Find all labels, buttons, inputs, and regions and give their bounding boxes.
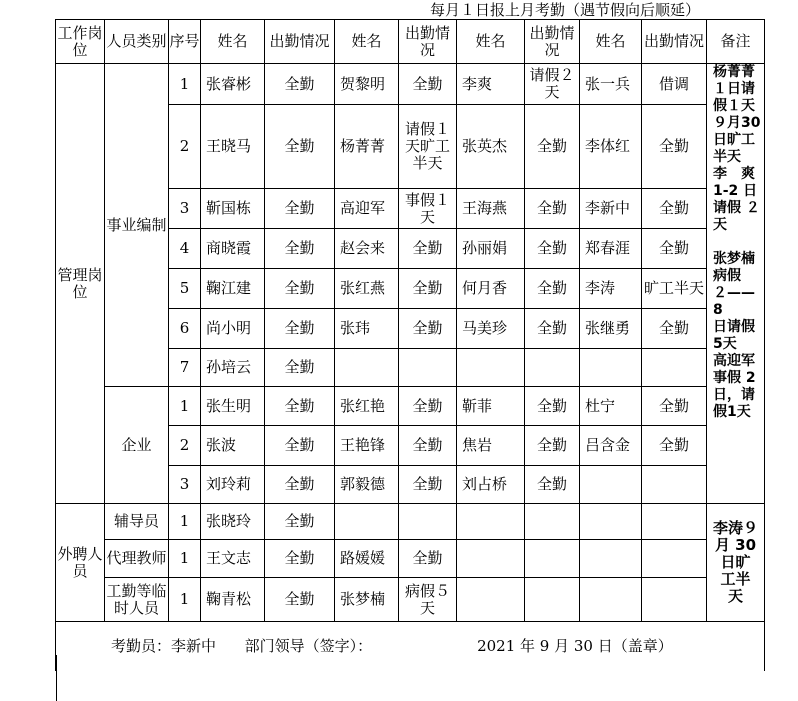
name-cell: 王文志 (201, 540, 265, 578)
attendance-cell (642, 504, 707, 540)
name-cell: 杨菁菁 (335, 105, 399, 189)
name-cell: 李涛 (580, 269, 642, 309)
attendance-cell (399, 504, 457, 540)
name-cell: 鞠江建 (201, 269, 265, 309)
seq-cell: 2 (169, 105, 201, 189)
name-cell (580, 349, 642, 387)
attendance-cell: 全勤 (399, 229, 457, 269)
attendance-cell: 全勤 (642, 309, 707, 349)
remark-line: 日，请 (713, 387, 755, 403)
name-cell (457, 578, 525, 622)
clerk-label: 考勤员： (111, 636, 172, 655)
signature-space (372, 637, 477, 655)
name-cell: 李爽 (457, 64, 525, 105)
seq-cell: 5 (169, 269, 201, 309)
date-stamp: 2021 年 9 月 30 日（盖章） (477, 636, 673, 655)
clerk-name: 李新中 (171, 636, 217, 655)
attendance-cell: 全勤 (265, 540, 335, 578)
header-name: 姓名 (580, 20, 642, 64)
name-cell (580, 466, 642, 504)
attendance-cell: 全勤 (265, 387, 335, 426)
seq-cell: 6 (169, 309, 201, 349)
table-row (56, 64, 765, 105)
attendance-cell: 全勤 (265, 578, 335, 622)
attendance-cell (642, 540, 707, 578)
remark-line: 月 30 (714, 536, 757, 554)
header-attendance: 出勤情况 (265, 20, 335, 64)
seq-cell: 1 (169, 64, 201, 105)
name-cell (457, 540, 525, 578)
remark-line (713, 234, 762, 251)
group-enterprise: 企业 (105, 387, 169, 504)
name-cell: 张晓玲 (201, 504, 265, 540)
remark-line: 李 爽 (713, 166, 755, 182)
seq-cell: 2 (169, 426, 201, 466)
attendance-cell: 病假５天 (399, 578, 457, 622)
attendance-cell: 全勤 (399, 466, 457, 504)
attendance-cell: 全勤 (265, 189, 335, 229)
attendance-cell: 全勤 (525, 466, 580, 504)
name-cell: 张玮 (335, 309, 399, 349)
attendance-cell: 全勤 (265, 229, 335, 269)
remark-line: 高迎军 (713, 353, 755, 369)
remark-line: 请假 ２ (713, 200, 760, 216)
remark-line: ９月30 (713, 115, 761, 131)
remark-line: 日旷工 (713, 132, 755, 148)
attendance-cell: 全勤 (399, 540, 457, 578)
attendance-cell: 借调 (642, 64, 707, 105)
name-cell: 杜宁 (580, 387, 642, 426)
attendance-cell: 全勤 (265, 466, 335, 504)
leader-signature-label: 部门领导（签字）： (244, 636, 373, 655)
name-cell: 张生明 (201, 387, 265, 426)
attendance-cell: 全勤 (642, 105, 707, 189)
attendance-cell (525, 578, 580, 622)
name-cell: 商晓霞 (201, 229, 265, 269)
remark-line: 假1天 (713, 404, 751, 420)
attendance-cell (642, 466, 707, 504)
table-row (56, 387, 765, 426)
remark-line: 日旷 (720, 553, 751, 571)
name-cell: 赵会来 (335, 229, 399, 269)
remark-line: 半天 (713, 149, 741, 165)
group-acting-teacher: 代理教师 (105, 540, 169, 578)
footer-row (56, 622, 765, 671)
name-cell: 孙丽娟 (457, 229, 525, 269)
attendance-cell: 全勤 (265, 426, 335, 466)
seq-cell: 7 (169, 349, 201, 387)
header-attendance: 出勤情况 (525, 20, 580, 64)
attendance-cell: 全勤 (642, 229, 707, 269)
remark-line: 天 (727, 587, 743, 605)
name-cell: 王海燕 (457, 189, 525, 229)
attendance-cell: 全勤 (265, 105, 335, 189)
attendance-cell: 全勤 (265, 309, 335, 349)
name-cell: 吕含金 (580, 426, 642, 466)
remark-line: 李涛９ (712, 519, 758, 537)
attendance-cell: 全勤 (525, 105, 580, 189)
attendance-cell: 全勤 (525, 189, 580, 229)
group-temp-worker: 工勤等临时人员 (105, 578, 169, 622)
name-cell (580, 504, 642, 540)
name-cell: 何月香 (457, 269, 525, 309)
table-row (56, 504, 765, 540)
seq-cell: 3 (169, 466, 201, 504)
attendance-cell: 全勤 (399, 269, 457, 309)
attendance-cell: 全勤 (265, 269, 335, 309)
name-cell: 路媛媛 (335, 540, 399, 578)
attendance-cell: 全勤 (265, 64, 335, 105)
name-cell: 张红燕 (335, 269, 399, 309)
attendance-cell: 全勤 (399, 387, 457, 426)
table-row (56, 540, 765, 578)
name-cell (457, 349, 525, 387)
name-cell: 郑春涯 (580, 229, 642, 269)
name-cell: 孙培云 (201, 349, 265, 387)
remark-line: 假１天 (713, 98, 755, 114)
name-cell: 张波 (201, 426, 265, 466)
name-cell: 张红艳 (335, 387, 399, 426)
name-cell: 李体红 (580, 105, 642, 189)
header-attendance: 出勤情况 (399, 20, 457, 64)
remark-line: 1-2 日 (713, 183, 758, 199)
attendance-cell: 请假１天旷工半天 (399, 105, 457, 189)
name-cell (457, 504, 525, 540)
table-row (56, 578, 765, 622)
name-cell: 鞠青松 (201, 578, 265, 622)
name-cell: 王晓马 (201, 105, 265, 189)
name-cell: 张一兵 (580, 64, 642, 105)
attendance-cell (525, 349, 580, 387)
seq-cell: 1 (169, 504, 201, 540)
name-cell (335, 504, 399, 540)
header-seq: 序号 (169, 20, 201, 64)
attendance-cell (642, 349, 707, 387)
attendance-cell: 全勤 (642, 189, 707, 229)
name-cell: 马美珍 (457, 309, 525, 349)
attendance-table (55, 19, 765, 671)
header-name: 姓名 (457, 20, 525, 64)
remark-line: 张梦楠 (713, 251, 755, 267)
group-outsourced: 外聘人员 (56, 504, 105, 622)
remark-line: 事假 2 (713, 370, 756, 386)
attendance-cell: 全勤 (399, 309, 457, 349)
attendance-cell: 旷工半天 (642, 269, 707, 309)
name-cell: 尚小明 (201, 309, 265, 349)
attendance-cell (525, 504, 580, 540)
name-cell: 王艳锋 (335, 426, 399, 466)
group-counselor: 辅导员 (105, 504, 169, 540)
attendance-cell: 请假２天 (525, 64, 580, 105)
name-cell: 郭毅德 (335, 466, 399, 504)
name-cell: 李新中 (580, 189, 642, 229)
remark-line: 杨菁菁 (713, 64, 755, 80)
header-attendance: 出勤情况 (642, 20, 707, 64)
remark-line: 日请假 (713, 319, 755, 335)
remarks-management (707, 64, 765, 504)
remark-line: ２——8 (713, 285, 755, 318)
name-cell: 靳菲 (457, 387, 525, 426)
attendance-cell: 全勤 (265, 349, 335, 387)
name-cell: 刘玲莉 (201, 466, 265, 504)
name-cell: 张梦楠 (335, 578, 399, 622)
seq-cell: 1 (169, 387, 201, 426)
attendance-cell: 全勤 (399, 426, 457, 466)
header-remarks: 备注 (707, 20, 765, 64)
remark-line: 病假 (713, 268, 741, 284)
seq-cell: 3 (169, 189, 201, 229)
remark-line: 5天 (713, 336, 737, 352)
name-cell: 高迎军 (335, 189, 399, 229)
attendance-cell (525, 540, 580, 578)
name-cell: 张英杰 (457, 105, 525, 189)
attendance-cell (642, 578, 707, 622)
attendance-cell: 全勤 (265, 504, 335, 540)
name-cell: 张睿彬 (201, 64, 265, 105)
seq-cell: 1 (169, 540, 201, 578)
seq-cell: 4 (169, 229, 201, 269)
attendance-cell: 事假１天 (399, 189, 457, 229)
attendance-cell: 全勤 (525, 269, 580, 309)
remark-line: 工半 (720, 570, 751, 588)
attendance-cell: 全勤 (525, 309, 580, 349)
seq-cell: 1 (169, 578, 201, 622)
name-cell (335, 349, 399, 387)
attendance-cell: 全勤 (525, 387, 580, 426)
name-cell: 靳国栋 (201, 189, 265, 229)
remark-line: １日请 (713, 81, 755, 97)
name-cell: 张继勇 (580, 309, 642, 349)
footer-cell (56, 622, 765, 671)
name-cell (580, 540, 642, 578)
name-cell: 焦岩 (457, 426, 525, 466)
name-cell: 贺黎明 (335, 64, 399, 105)
attendance-cell: 全勤 (399, 64, 457, 105)
name-cell: 刘占桥 (457, 466, 525, 504)
attendance-cell: 全勤 (525, 426, 580, 466)
footer-left-border (56, 655, 57, 701)
name-cell (580, 578, 642, 622)
remarks-outsourced (707, 504, 765, 622)
header-row (56, 20, 765, 64)
header-staff-type: 人员类别 (105, 20, 169, 64)
header-note: 每月１日报上月考勤（遇节假向后顺延） (430, 1, 701, 19)
attendance-cell (399, 349, 457, 387)
remark-line: 天 (713, 217, 727, 233)
group-institution: 事业编制 (105, 64, 169, 387)
attendance-cell: 全勤 (642, 426, 707, 466)
attendance-cell: 全勤 (525, 229, 580, 269)
attendance-cell: 全勤 (642, 387, 707, 426)
group-management: 管理岗位 (56, 64, 105, 504)
header-work-post: 工作岗位 (56, 20, 105, 64)
header-name: 姓名 (201, 20, 265, 64)
header-name: 姓名 (335, 20, 399, 64)
